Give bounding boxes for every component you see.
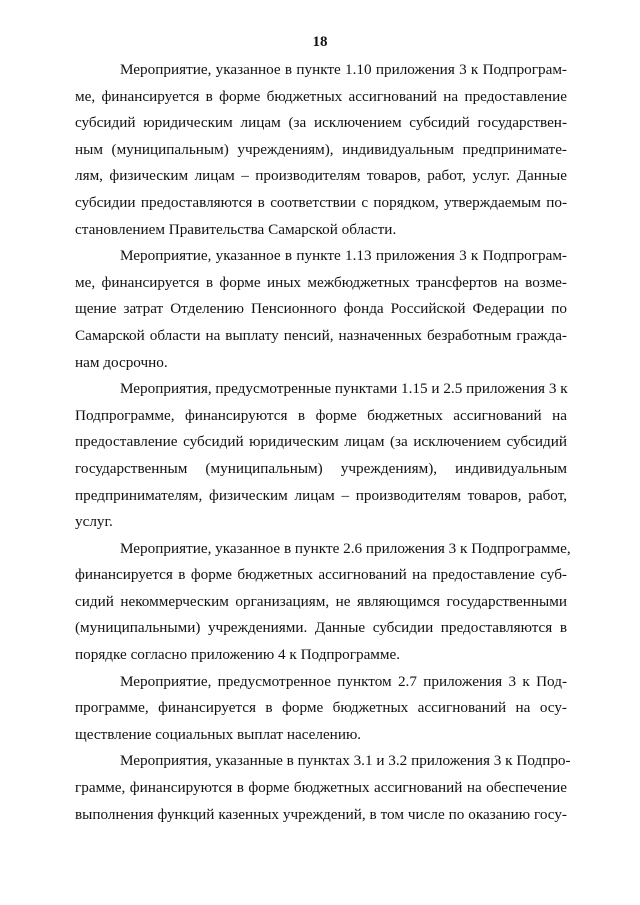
text-line: сидий некоммерческим организациям, не являющимся государственными bbox=[75, 592, 567, 610]
paragraph bbox=[75, 376, 567, 536]
text-line: (муниципальными) учреждениями. Данные субсидии предоставляются в bbox=[75, 619, 567, 637]
text-line: лям, физическим лицам – производителям товаров, работ, услуг. Данные bbox=[75, 167, 567, 185]
text-line: порядке согласно приложению 4 к Подпрограмме. bbox=[75, 646, 401, 664]
text-line: Мероприятия, указанные в пунктах 3.1 и 3.2 приложения 3 к Подпро- bbox=[120, 752, 571, 770]
text-line: Подпрограмме, финансируются в форме бюджетных ассигнований на bbox=[75, 406, 567, 424]
text-line: услуг. bbox=[75, 513, 113, 531]
text-line: щение затрат Отделению Пенсионного фонда Российской Федерации по bbox=[75, 300, 567, 318]
text-line: выполнения функций казенных учреждений, в том числе по оказанию госу- bbox=[75, 805, 567, 823]
text-line: ным (муниципальным) учреждениям), индивидуальным предпринимате- bbox=[75, 140, 567, 158]
text-line: Мероприятие, указанное в пункте 1.10 приложения 3 к Подпрограм- bbox=[120, 61, 567, 78]
text-line: грамме, финансируются в форме бюджетных ассигнований на обеспечение bbox=[75, 779, 567, 797]
text-line: нам досрочно. bbox=[75, 353, 168, 371]
text-line: субсидий юридическим лицам (за исключением субсидий государствен- bbox=[75, 114, 567, 132]
text-line: субсидии предоставляются в соответствии с порядком, утверждаемым по- bbox=[75, 193, 567, 211]
text-line: ме, финансируется в форме иных межбюджетных трансфертов на возме- bbox=[75, 273, 567, 291]
paragraph bbox=[75, 243, 567, 376]
paragraph bbox=[75, 748, 571, 828]
text-line: ществление социальных выплат населению. bbox=[75, 725, 362, 743]
text-line: Самарской области на выплату пенсий, назначенных безработным гражда- bbox=[75, 326, 567, 344]
page-number: 18 bbox=[312, 34, 328, 50]
text-line: Мероприятие, указанное в пункте 2.6 приложения 3 к Подпрограмме, bbox=[120, 539, 571, 557]
document-body bbox=[75, 57, 571, 828]
text-line: предоставление субсидий юридическим лицам (за исключением субсидий bbox=[75, 433, 567, 451]
text-line: предпринимателям, физическим лицам – производителям товаров, работ, bbox=[75, 486, 567, 504]
paragraph bbox=[75, 536, 571, 669]
text-line: финансируется в форме бюджетных ассигнований на предоставление суб- bbox=[75, 566, 567, 584]
text-line: Мероприятия, предусмотренные пунктами 1.15 и 2.5 приложения 3 к bbox=[120, 380, 568, 398]
text-line: государственным (муниципальным) учреждениям), индивидуальным bbox=[75, 459, 567, 477]
text-line: Мероприятие, указанное в пункте 1.13 приложения 3 к Подпрограм- bbox=[120, 247, 567, 265]
paragraph bbox=[75, 669, 567, 749]
text-line: Мероприятие, предусмотренное пунктом 2.7 приложения 3 к Под- bbox=[120, 672, 567, 690]
text-line: становлением Правительства Самарской области. bbox=[75, 220, 397, 238]
text-line: программе, финансируется в форме бюджетных ассигнований на осу- bbox=[75, 699, 567, 717]
paragraph bbox=[75, 57, 567, 243]
text-line: ме, финансируется в форме бюджетных ассигнований на предоставление bbox=[75, 87, 567, 105]
